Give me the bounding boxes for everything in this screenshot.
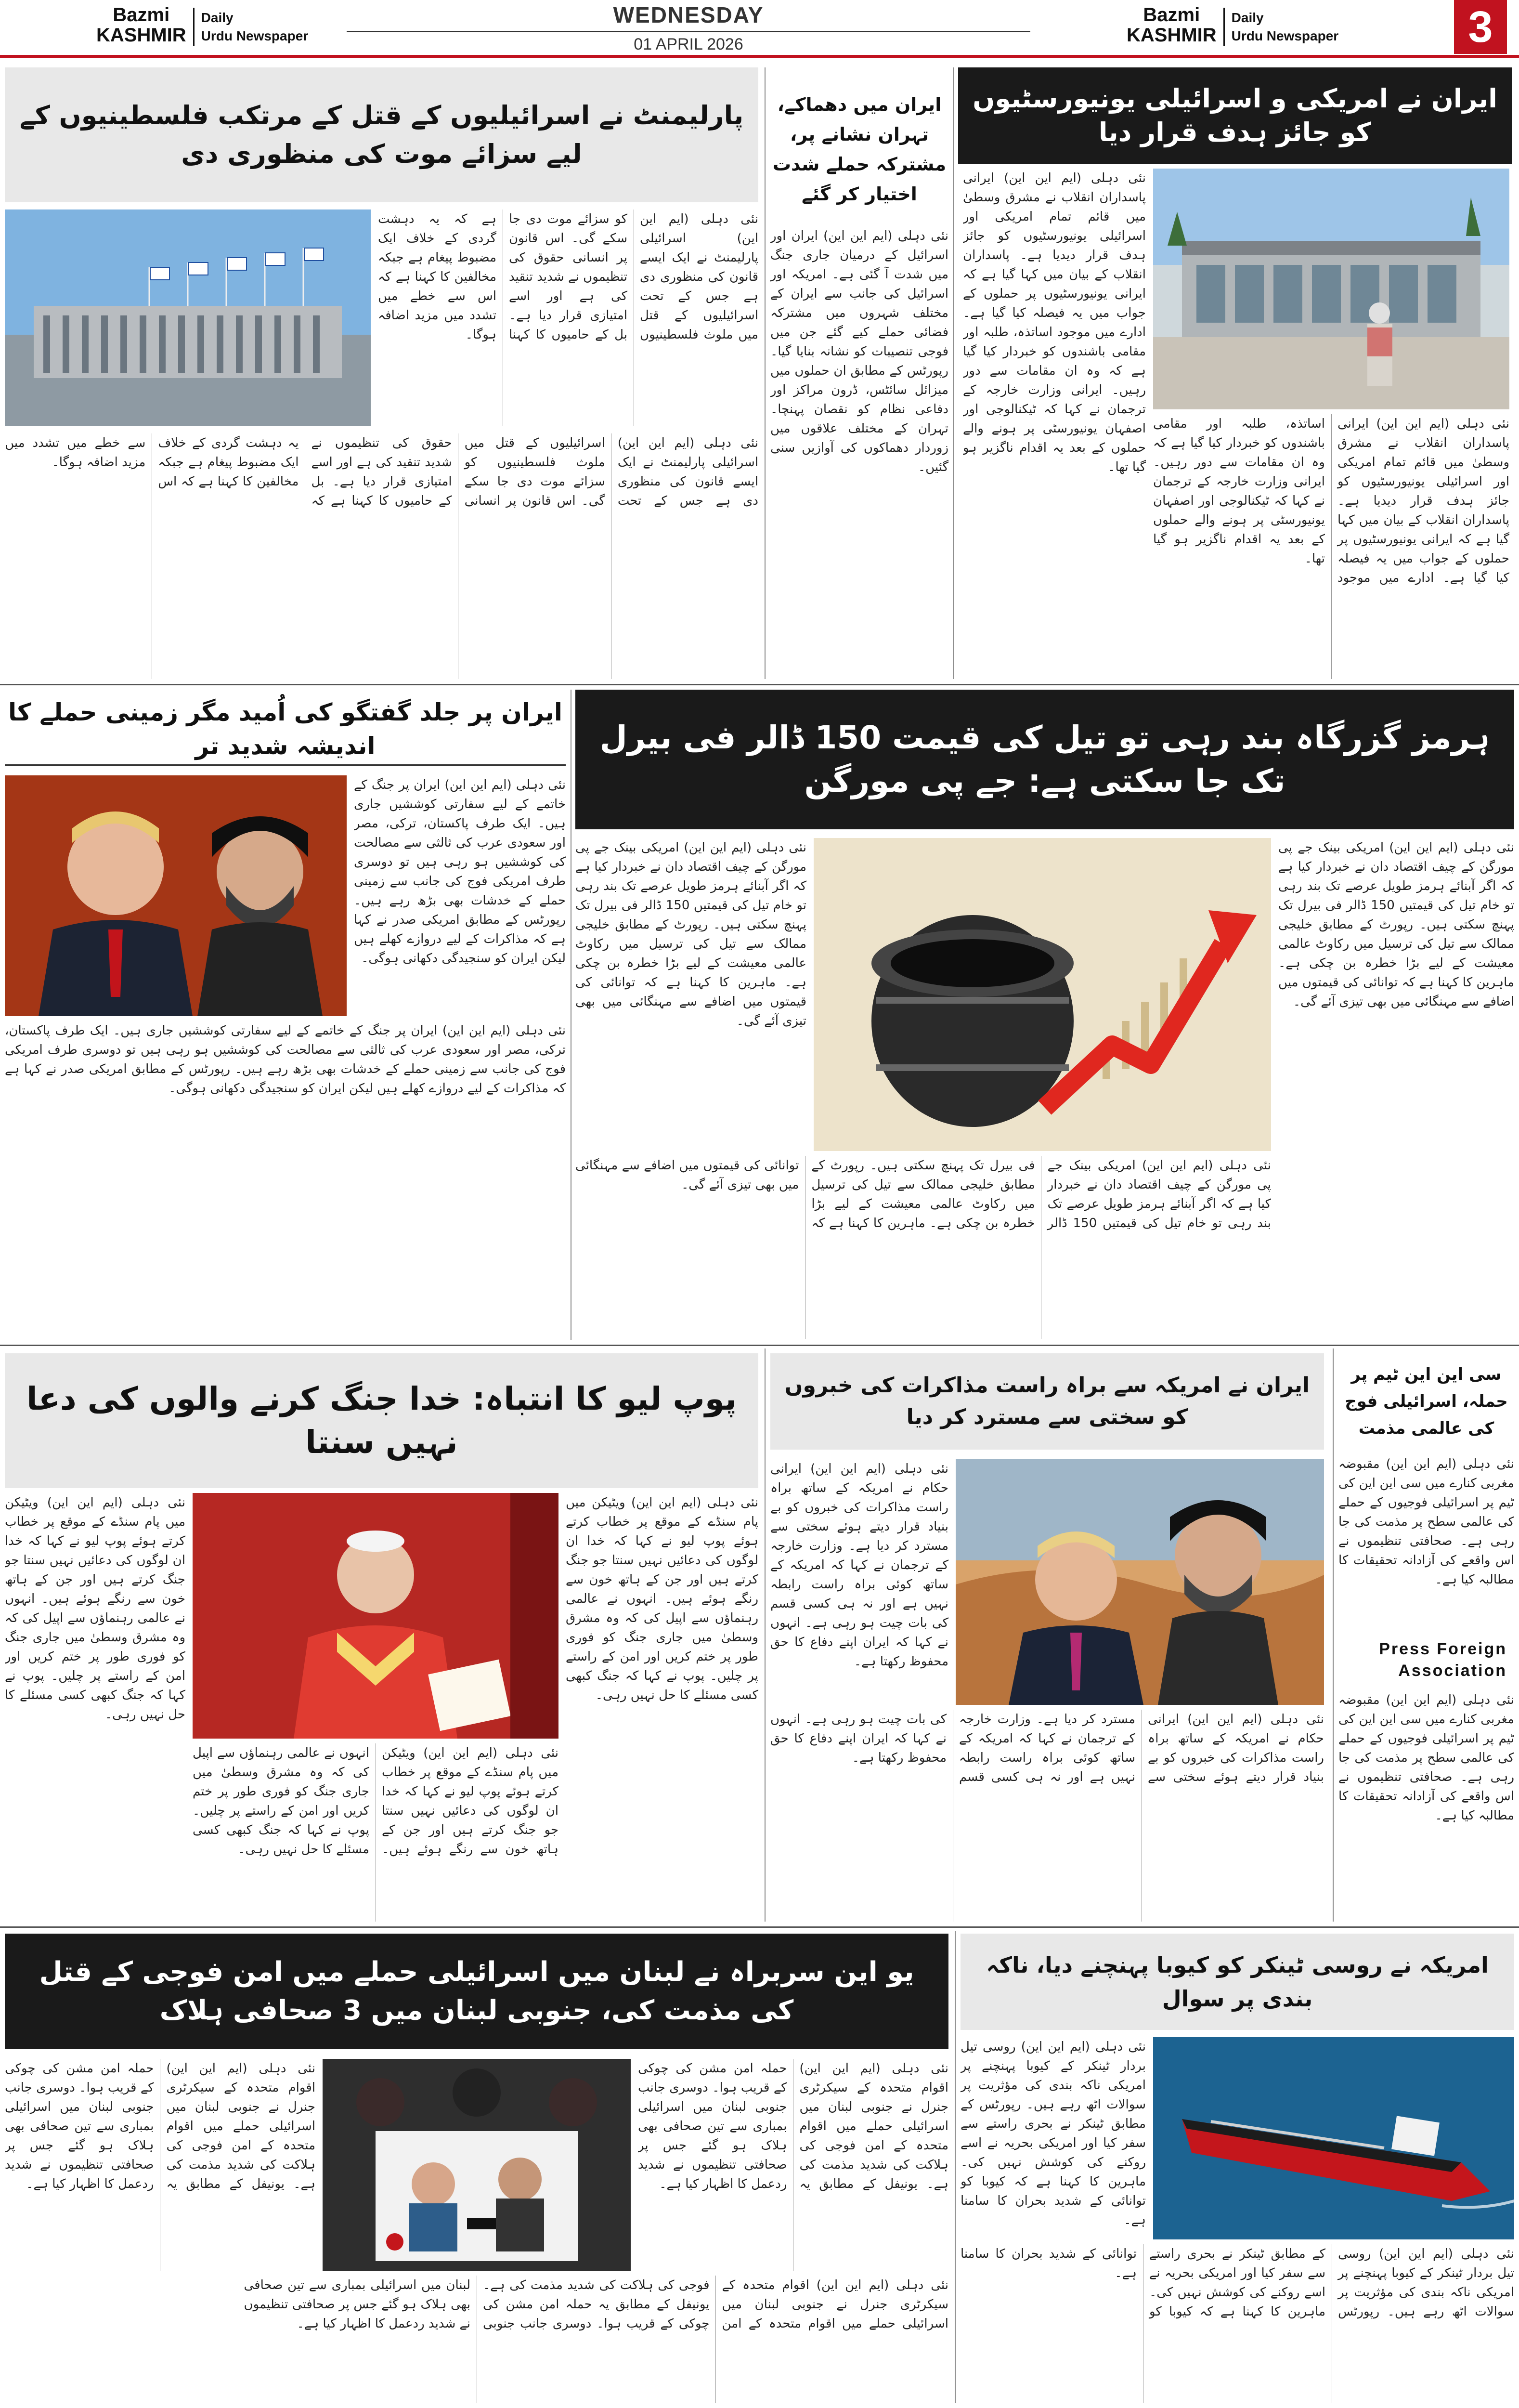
- date-block: [347, 2, 1030, 54]
- leaders-portrait-illustration: [5, 775, 347, 1016]
- death-penalty-body-bottom: نئی دہلی (ایم این این) اسرائیلی پارلیمنٹ نے ایک ایسے قانون کی منظوری دی ہے جس کے تحت اسرائیلیوں کے قتل میں ملوث فلسطینیوں کو سزائے موت دی جا سکے گی۔ اس قانون پر انسانی حقوق کی تنظیموں نے شدید تنقید کی ہے اور اسے امتیازی قرار دیا ہے۔ بل کے حامیوں کا کہنا ہے کہ یہ دہشت گردی کے خلاف ایک مضبوط پیغام ہے جبکہ مخالفین کا کہنا ہے کہ اس سے خطے میں تشدد میں مزید اضافہ ہوگا۔: [5, 436, 758, 508]
- parliament-building-illustration: [5, 209, 371, 426]
- lebanon-body-left: نئی دہلی (ایم این این) اقوام متحدہ کے سیکرٹری جنرل نے جنوبی لبنان میں اسرائیلی حملے میں اقوام متحدہ کے امن فوجی کی ہلاکت کی شدید مذمت کی ہے۔ یونیفل کے مطابق یہ حملہ امن مشن کی چوکی کے قریب ہوا۔ دوسری جانب جنوبی لبنان میں اسرائیلی بمباری سے تین صحافی بھی ہلاک ہو گئے جس پر صحافتی تنظیموں نے شدید ردعمل کا اظہار کیا ہے۔: [5, 2061, 315, 2191]
- oil-body-bottom: نئی دہلی (ایم این این) امریکی بینک جے پی مورگن کے چیف اقتصاد دان نے خبردار کیا ہے کہ اگر آبنائے ہرمز طویل عرصے تک بند رہی تو خام تیل کی قیمتیں 150 ڈالر فی بیرل تک پہنچ سکتی ہیں۔ رپورٹ کے مطابق خلیجی ممالک سے تیل کی ترسیل میں رکاوٹ عالمی معیشت کے لیے بڑا خطرہ بن چکی ہے۔ ماہرین کا کہنا ہے کہ توانائی کی قیمتوں میں اضافے سے مہنگائی میں بھی تیزی آئے گی۔: [575, 1158, 1271, 1230]
- iran-talks-body-right: نئی دہلی (ایم این این) ایران پر جنگ کے خاتمے کے لیے سفارتی کوششیں جاری ہیں۔ ایک طرف پاکستان، ترکی، مصر اور سعودی عرب کی ثالثی سے مصالحت کی کوششیں ہو رہی ہیں تو دوسری طرف امریکی فوج کی جانب سے زمینی حملے کے خدشات بھی بڑھ رہے ہیں۔ رپورٹس کے مطابق امریکی صدر نے کہا ہے کہ مذاکرات کے لیے دروازے کھلے ہیں لیکن ایران کو سنجیدگی دکھانی ہوگی۔: [354, 778, 566, 966]
- pope-body-bottom: نئی دہلی (ایم این این) ویٹیکن میں پام سنڈے کے موقع پر خطاب کرتے ہوئے پوپ لیو نے کہا کہ خدا ان لوگوں کی دعائیں نہیں سنتا جو جنگ کرتے ہیں اور جن کے ہاتھ خون سے رنگے ہوئے ہیں۔ انہوں نے عالمی رہنماؤں سے اپیل کی کہ وہ مشرق وسطیٰ میں جاری جنگ کو فوری طور پر ختم کریں اور امن کے راستے پر چلیں۔ پوپ نے کہا کہ جنگ کبھی کسی مسئلے کا حل نہیں رہی۔: [193, 1746, 558, 1857]
- protest-placard-illustration: [323, 2059, 631, 2271]
- press-foreign-label: Press Foreign: [1379, 1640, 1507, 1658]
- leaders-portrait-photo: [956, 1459, 1324, 1705]
- direct-talks-body-left: نئی دہلی (ایم این این) ایرانی حکام نے امریکہ کے ساتھ براہ راست مذاکرات کی خبروں کو بے بنیاد قرار دیتے ہوئے سختی سے مسترد کر دیا ہے۔ وزارت خارجہ کے ترجمان نے کہا کہ امریکہ کے ساتھ کوئی براہ راست رابطہ نہیں ہے اور نہ ہی کسی قسم کی بات چیت ہو رہی ہے۔ انہوں نے کہا کہ ایران اپنے دفاع کا حق محفوظ رکھتا ہے۔: [770, 1462, 948, 1669]
- direct-talks-body-bottom: نئی دہلی (ایم این این) ایرانی حکام نے امریکہ کے ساتھ براہ راست مذاکرات کی خبروں کو بے بنیاد قرار دیتے ہوئے سختی سے مسترد کر دیا ہے۔ وزارت خارجہ کے ترجمان نے کہا کہ امریکہ کے ساتھ کوئی براہ راست رابطہ نہیں ہے اور نہ ہی کسی قسم کی بات چیت ہو رہی ہے۔ انہوں نے کہا کہ ایران اپنے دفاع کا حق محفوظ رکھتا ہے۔: [770, 1712, 1324, 1784]
- direct-talks-headline: ایران نے امریکہ سے براہ راست مذاکرات کی خبروں کو سختی سے مسترد کر دیا: [770, 1353, 1324, 1450]
- page-number: 3: [1454, 0, 1507, 54]
- iran-talks-body-bottom: نئی دہلی (ایم این این) ایران پر جنگ کے خاتمے کے لیے سفارتی کوششیں جاری ہیں۔ ایک طرف پاکستان، ترکی، مصر اور سعودی عرب کی ثالثی سے مصالحت کی کوششیں ہو رہی ہیں تو دوسری طرف امریکی فوج کی جانب سے زمینی حملے کے خدشات بھی بڑھ رہے ہیں۔ رپورٹس کے مطابق امریکی صدر نے کہا ہے کہ مذاکرات کے لیے دروازے کھلے ہیں لیکن ایران کو سنجیدگی دکھانی ہوگی۔: [5, 1023, 566, 1096]
- pope-headline: پوپ لیو کا انتباہ: خدا جنگ کرنے والوں کی دعا نہیں سنتا: [5, 1353, 758, 1488]
- oil-tanker-illustration: [1153, 2037, 1514, 2239]
- oil-tanker-photo: [1153, 2037, 1514, 2239]
- leaders-portrait-photo: [5, 775, 347, 1016]
- protest-placard-photo: [323, 2059, 631, 2271]
- tanker-body-bottom: نئی دہلی (ایم این این) روسی تیل بردار ٹینکر کے کیوبا پہنچنے پر امریکی ناکہ بندی کی مؤثریت پر سوالات اٹھ رہے ہیں۔ رپورٹس کے مطابق ٹینکر نے بحری راستے سے سفر کیا اور امریکی بحریہ نے اسے روکنے کی کوشش نہیں کی۔ ماہرین کا کہنا ہے کہ کیوبا کو توانائی کے شدید بحران کا سامنا ہے۔: [961, 2247, 1514, 2319]
- oil-barrel-chart-photo: [814, 838, 1271, 1151]
- universities-body-lower: نئی دہلی (ایم این این) ایرانی پاسداران انقلاب نے مشرق وسطیٰ میں قائم تمام امریکی اور اسرائیلی یونیورسٹیوں کو جائز ہدف قرار دیدیا ہے۔ پاسداران انقلاب کے بیان میں کہا گیا ہے کہ ایرانی یونیورسٹیوں پر حملوں کے جواب میں یہ فیصلہ کیا گیا ہے۔ ادارے میں موجود اساتذہ، طلبہ اور مقامی باشندوں کو خبردار کیا گیا ہے کہ وہ ان مقامات سے دور رہیں۔ ایرانی وزارت خارجہ کے ترجمان نے کہا کہ ٹیکنالوجی اور اصفہان یونیورسٹی پر ہونے والے حملوں کے بعد یہ اقدام ناگزیر ہو گیا تھا۔: [1153, 417, 1509, 585]
- lebanon-body-right: نئی دہلی (ایم این این) اقوام متحدہ کے سیکرٹری جنرل نے جنوبی لبنان میں اسرائیلی حملے میں اقوام متحدہ کے امن فوجی کی ہلاکت کی شدید مذمت کی ہے۔ یونیفل کے مطابق یہ حملہ امن مشن کی چوکی کے قریب ہوا۔ دوسری جانب جنوبی لبنان میں اسرائیلی بمباری سے تین صحافی بھی ہلاک ہو گئے جس پر صحافتی تنظیموں نے شدید ردعمل کا اظہار کیا ہے۔: [638, 2061, 948, 2191]
- pope-body-left: نئی دہلی (ایم این این) ویٹیکن میں پام سنڈے کے موقع پر خطاب کرتے ہوئے پوپ لیو نے کہا کہ خدا ان لوگوں کی دعائیں نہیں سنتا جو جنگ کرتے ہیں اور جن کے ہاتھ خون سے رنگے ہوئے ہیں۔ انہوں نے عالمی رہنماؤں سے اپیل کی کہ وہ مشرق وسطیٰ میں جاری جنگ کو فوری طور پر ختم کریں اور امن کے راستے پر چلیں۔ پوپ نے کہا کہ جنگ کبھی کسی مسئلے کا حل نہیں رہی۔: [5, 1495, 185, 1722]
- oil-barrel-chart-illustration: [814, 838, 1271, 1151]
- brand-tag: Daily Urdu Newspaper: [1231, 10, 1339, 43]
- brand-name: Bazmi KASHMIR: [1127, 4, 1217, 46]
- leaders-desert-illustration: [956, 1459, 1324, 1705]
- brand-tag: Daily Urdu Newspaper: [201, 10, 309, 43]
- iran-talks-headline: ایران پر جلد گفتگو کی اُمید مگر زمینی حملے کا اندیشہ شدید تر: [5, 694, 566, 766]
- cnn-body-bottom: نئی دہلی (ایم این این) مقبوضہ مغربی کنارے میں سی این این کی ٹیم پر اسرائیلی فوجیوں کے حملے کی عالمی سطح پر مذمت کی جا رہی ہے۔ صحافتی تنظیموں نے اس واقعے کی آزادانہ تحقیقات کا مطالبہ کیا ہے۔: [1338, 1693, 1514, 1823]
- issue-date: 01 APRIL 2026: [634, 35, 743, 53]
- oil-body-left: نئی دہلی (ایم این این) امریکی بینک جے پی مورگن کے چیف اقتصاد دان نے خبردار کیا ہے کہ اگر آبنائے ہرمز طویل عرصے تک بند رہی تو خام تیل کی قیمتیں 150 ڈالر فی بیرل تک پہنچ سکتی ہیں۔ رپورٹ کے مطابق خلیجی ممالک سے تیل کی ترسیل میں رکاوٹ عالمی معیشت کے لیے بڑا خطرہ بن چکی ہے۔ ماہرین کا کہنا ہے کہ توانائی کی قیمتوں میں اضافے سے مہنگائی میں بھی تیزی آئے گی۔: [575, 840, 806, 1028]
- brand-right: [1127, 5, 1338, 46]
- lebanon-headline: یو این سربراہ نے لبنان میں اسرائیلی حملے میں امن فوجی کے قتل کی مذمت کی، جنوبی لبنان میں 3 صحافی ہلاک: [5, 1934, 948, 2049]
- university-campus-illustration: [1153, 169, 1509, 409]
- cnn-body-top: نئی دہلی (ایم این این) مقبوضہ مغربی کنارے میں سی این این کی ٹیم پر اسرائیلی فوجیوں کے حملے کی عالمی سطح پر مذمت کی جا رہی ہے۔ صحافتی تنظیموں نے اس واقعے کی آزادانہ تحقیقات کا مطالبہ کیا ہے۔: [1338, 1457, 1514, 1587]
- pope-body-right: نئی دہلی (ایم این این) ویٹیکن میں پام سنڈے کے موقع پر خطاب کرتے ہوئے پوپ لیو نے کہا کہ خدا ان لوگوں کی دعائیں نہیں سنتا جو جنگ کرتے ہیں اور جن کے ہاتھ خون سے رنگے ہوئے ہیں۔ انہوں نے عالمی رہنماؤں سے اپیل کی کہ وہ مشرق وسطیٰ میں جاری جنگ کو فوری طور پر ختم کریں اور امن کے راستے پر چلیں۔ پوپ نے کہا کہ جنگ کبھی کسی مسئلے کا حل نہیں رہی۔: [566, 1495, 758, 1702]
- brand-left: [96, 5, 308, 46]
- issue-day: WEDNESDAY: [613, 2, 764, 27]
- lebanon-body-bottom: نئی دہلی (ایم این این) اقوام متحدہ کے سیکرٹری جنرل نے جنوبی لبنان میں اسرائیلی حملے میں اقوام متحدہ کے امن فوجی کی ہلاکت کی شدید مذمت کی ہے۔ یونیفل کے مطابق یہ حملہ امن مشن کی چوکی کے قریب ہوا۔ دوسری جانب جنوبی لبنان میں اسرائیلی بمباری سے تین صحافی بھی ہلاک ہو گئے جس پر صحافتی تنظیموں نے شدید ردعمل کا اظہار کیا ہے۔: [244, 2278, 948, 2331]
- university-campus-photo: [1153, 169, 1509, 409]
- masthead: [0, 0, 1519, 58]
- universities-headline: ایران نے امریکی و اسرائیلی یونیورسٹیوں کو جائز ہدف قرار دیا: [958, 67, 1512, 164]
- tanker-headline: امریکہ نے روسی ٹینکر کو کیوبا پہنچنے دیا، ناکہ بندی پر سوال: [961, 1934, 1514, 2030]
- death-penalty-headline: پارلیمنٹ نے اسرائیلیوں کے قتل کے مرتکب فلسطینیوں کے لیے سزائے موت کی منظوری دی: [5, 67, 758, 202]
- blasts-headline: ایران میں دھماکے، تہران نشانے پر، مشترکہ حملے شدت اختیار کر گئے: [772, 94, 947, 205]
- oil-headline: ہرمز گزرگاہ بند رہی تو تیل کی قیمت 150 ڈالر فی بیرل تک جا سکتی ہے: جے پی مورگن: [575, 690, 1514, 829]
- association-label: Association: [1398, 1662, 1507, 1680]
- oil-body-right: نئی دہلی (ایم این این) امریکی بینک جے پی مورگن کے چیف اقتصاد دان نے خبردار کیا ہے کہ اگر آبنائے ہرمز طویل عرصے تک بند رہی تو خام تیل کی قیمتیں 150 ڈالر فی بیرل تک پہنچ سکتی ہیں۔ رپورٹ کے مطابق خلیجی ممالک سے تیل کی ترسیل میں رکاوٹ عالمی معیشت کے لیے بڑا خطرہ بن چکی ہے۔ ماہرین کا کہنا ہے کہ توانائی کی قیمتوں میں اضافے سے مہنگائی میں بھی تیزی آئے گی۔: [1278, 840, 1514, 1009]
- cnn-headline: سی این این ٹیم پر حملہ، اسرائیلی فوج کی عالمی مذمت: [1345, 1365, 1508, 1438]
- tanker-body-left: نئی دہلی (ایم این این) روسی تیل بردار ٹینکر کے کیوبا پہنچنے پر امریکی ناکہ بندی کی مؤثریت پر سوالات اٹھ رہے ہیں۔ رپورٹس کے مطابق ٹینکر نے بحری راستے سے سفر کیا اور امریکی بحریہ نے اسے روکنے کی کوشش نہیں کی۔ ماہرین کا کہنا ہے کہ کیوبا کو توانائی کے شدید بحران کا سامنا ہے۔: [961, 2040, 1146, 2227]
- brand-name: Bazmi KASHMIR: [96, 4, 186, 46]
- blasts-body: نئی دہلی (ایم این این) ایران اور اسرائیل کے درمیان جاری جنگ میں شدت آ گئی ہے۔ امریکہ اور اسرائیل کی جانب سے ایران کے مختلف شہروں میں مشترکہ فضائی حملے کیے گئے جن میں فوجی تنصیبات کو نشانہ بنایا گیا۔ رپورٹس کے مطابق ان حملوں میں میزائل سائٹس، ڈرون مراکز اور دفاعی نظام کو نقصان پہنچا۔ تہران کے مختلف علاقوں میں زوردار دھماکوں کی آوازیں سنی گئیں۔: [770, 229, 948, 474]
- death-penalty-body-top: نئی دہلی (ایم این این) اسرائیلی پارلیمنٹ نے ایک ایسے قانون کی منظوری دی ہے جس کے تحت اسرائیلیوں کے قتل میں ملوث فلسطینیوں کو سزائے موت دی جا سکے گی۔ اس قانون پر انسانی حقوق کی تنظیموں نے شدید تنقید کی ہے اور اسے امتیازی قرار دیا ہے۔ بل کے حامیوں کا کہنا ہے کہ یہ دہشت گردی کے خلاف ایک مضبوط پیغام ہے جبکہ مخالفین کا کہنا ہے کہ اس سے خطے میں تشدد میں مزید اضافہ ہوگا۔: [378, 212, 758, 342]
- universities-body: نئی دہلی (ایم این این) ایرانی پاسداران انقلاب نے مشرق وسطیٰ میں قائم تمام امریکی اور اسرائیلی یونیورسٹیوں کو جائز ہدف قرار دیدیا ہے۔ پاسداران انقلاب کے بیان میں کہا گیا ہے کہ ایرانی یونیورسٹیوں پر حملوں کے جواب میں یہ فیصلہ کیا گیا ہے۔ ادارے میں موجود اساتذہ، طلبہ اور مقامی باشندوں کو خبردار کیا گیا ہے کہ وہ ان مقامات سے دور رہیں۔ ایرانی وزارت خارجہ کے ترجمان نے کہا کہ ٹیکنالوجی اور اصفہان یونیورسٹی پر ہونے والے حملوں کے بعد یہ اقدام ناگزیر ہو گیا تھا۔: [963, 171, 1146, 474]
- pope-portrait-illustration: [193, 1493, 558, 1739]
- pope-portrait-photo: [193, 1493, 558, 1739]
- parliament-building-photo: [5, 209, 371, 426]
